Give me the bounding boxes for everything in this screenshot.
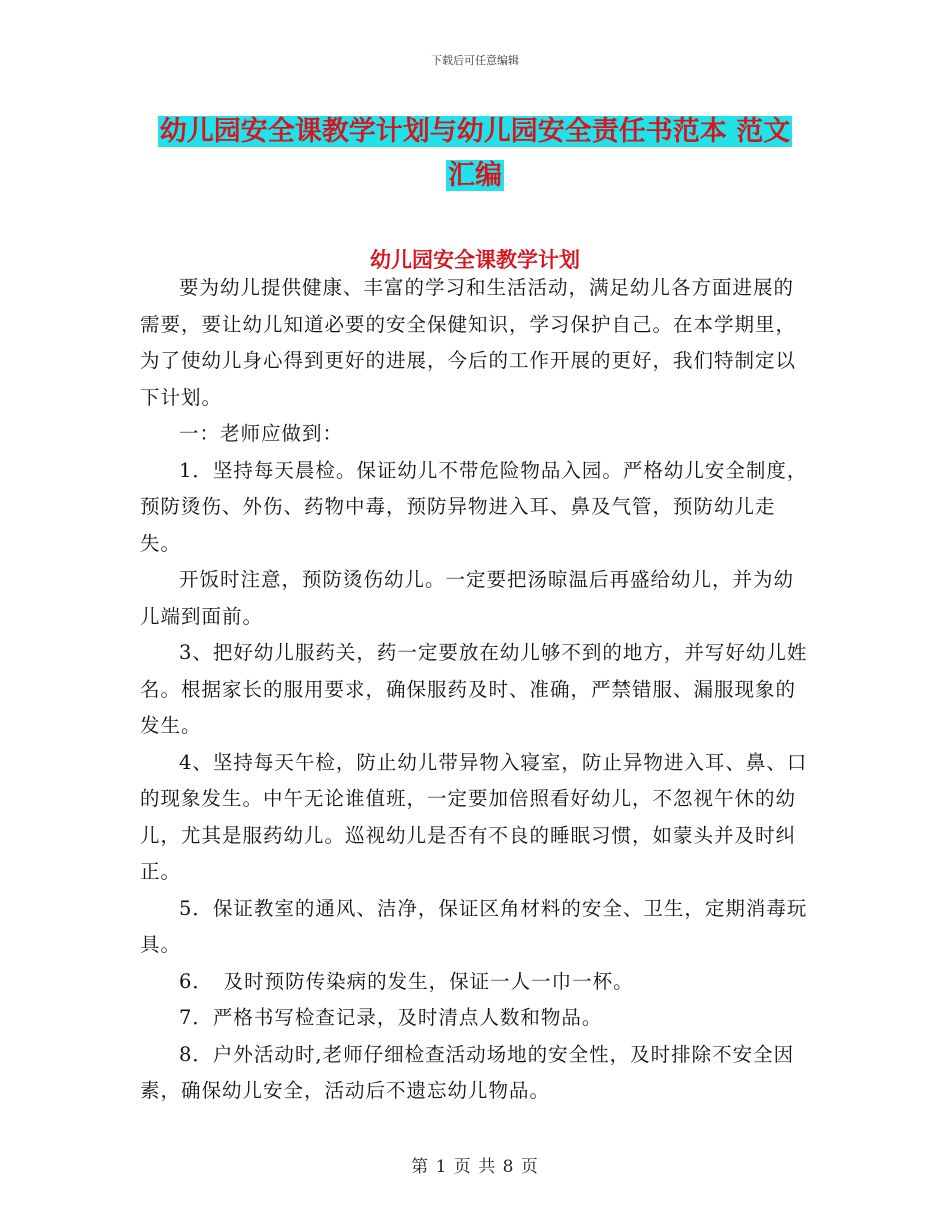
title-line-2: 汇编 [448,160,502,191]
page-number-footer: 第 1 页 共 8 页 [411,1157,539,1177]
paragraph-item-4: 4、坚持每天午检，防止幼儿带异物入寝室，防止异物进入耳、鼻、口的现象发生。中午无论谁值班，一定要加倍照看好幼儿，不忽视午休的幼儿，尤其是服药幼儿。巡视幼儿是否有不良的睡眠习惯，如蒙头并及时纠正。 [140,750,808,883]
paragraph-meal: 开饭时注意，预防烫伤幼儿。一定要把汤晾温后再盛给幼儿，并为幼儿端到面前。 [140,568,795,628]
paragraph-intro: 要为幼儿提供健康、丰富的学习和生活活动，满足幼儿各方面进展的需要，要让幼儿知道必要的安全保健知识，学习保护自己。在本学期里，为了使幼儿身心得到更好的进展，今后的工作开展的更好，我们特制定以下计划。 [140,276,797,409]
paragraph-item-6: 6． 及时预防传染病的发生，保证一人一巾一杯。 [179,969,634,993]
paragraph-teacher-heading: 一：老师应做到： [179,422,344,445]
paragraph-item-3: 3、把好幼儿服药关，药一定要放在幼儿够不到的地方，并写好幼儿姓名。根据家长的服用要求，确保服药及时、准确，严禁错服、漏服现象的发生。 [140,641,808,737]
document-title [140,110,810,198]
header-note: 下载后可任意编辑 [431,54,519,67]
title-line-1: 幼儿园安全课教学计划与幼儿园安全责任书范本 范文 [159,116,791,147]
paragraph-item-5: 5．保证教室的通风、洁净，保证区角材料的安全、卫生，定期消毒玩具。 [140,896,808,956]
section-title: 幼儿园安全课教学计划 [370,248,580,272]
paragraph-item-1: 1．坚持每天晨检。保证幼儿不带危险物品入园。严格幼儿安全制度，预防烫伤、外伤、药物中毒，预防异物进入耳、鼻及气管，预防幼儿走失。 [140,458,808,555]
document-body [140,270,810,1110]
paragraph-item-8: 8．户外活动时,老师仔细检查活动场地的安全性，及时排除不安全因素，确保幼儿安全，活动后不遗忘幼儿物品。 [140,1042,795,1102]
paragraph-item-7: 7．严格书写检查记录，及时清点人数和物品。 [179,1006,603,1029]
